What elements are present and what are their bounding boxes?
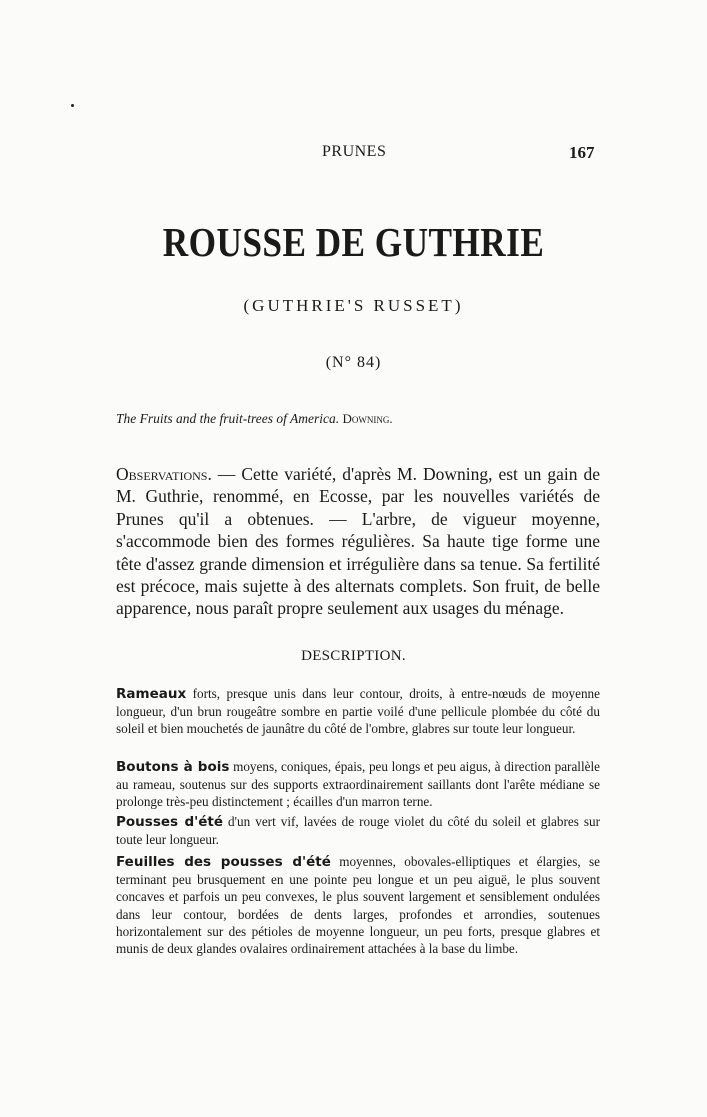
page-title: ROUSSE DE GUTHRIE [162,219,545,265]
description-term: Boutons à bois [116,759,230,775]
description-item-pousses [116,813,600,848]
variety-number: (N° 84) [325,354,382,371]
description-text: moyennes, obovales-elliptiques et élargies, se terminant peu brusquement en une pointe peu longue et un peu aiguë, le plus souvent concaves et parfois un peu convexes, le plus souvent largement et sensiblement ondulées dans leur contour, bordées de dents larges, profondes et arrondies, soutenues horizontalement sur des pétioles de moyenne longueur, un peu forts, presque glabres et munis de deux glandes ovalaires ordinairement attachées à la base du limbe. [116,854,600,957]
running-title: PRUNES [322,143,387,160]
description-term: Rameaux [116,686,187,702]
observations-paragraph [116,463,600,620]
description-text: d'un vert vif, lavées de rouge violet du côté du soleil et glabres sur toute leur longueur. [116,814,600,848]
observations-label: Observations. [116,464,212,484]
running-head [0,143,707,167]
description-text: moyens, coniques, épais, peu longs et peu aigus, à direction parallèle au rameau, soutenus sur des supports extraordinairement saillants dont l'arête médiane se prolonge très-peu distinctement ; écailles d'un marron terne. [116,759,601,810]
ink-speck [71,104,74,107]
observations-text: — Cette variété, d'après M. Downing, est un gain de M. Guthrie, renommé, en Ecosse, par les nouvelles variétés de Prunes qu'il a obtenues. — L'arbre, de vigueur moyenne, s'accommode bien des formes régulières. Sa haute tige forme une tête d'assez grande dimension et irrégulière dans sa tenue. Sa fertilité est précoce, mais sujette à des alternats complets. Son fruit, de belle apparence, nous paraît propre seulement aux usages du ménage. [116,464,600,619]
page-number: 167 [569,143,595,162]
description-term: Feuilles des pousses d'été [116,854,331,870]
description-item-rameaux [116,685,600,738]
description-item-feuilles [116,853,600,957]
reference-author: Downing. [342,411,393,426]
description-heading: DESCRIPTION. [301,648,406,664]
description-term: Pousses d'été [116,814,224,830]
subtitle: (GUTHRIE'S RUSSET) [243,296,464,315]
bibliographic-reference [116,411,636,427]
description-text: forts, presque unis dans leur contour, droits, à entre-nœuds de moyenne longueur, d'un brun rougeâtre sombre en partie voilé d'une pellicule plombée du côté du soleil et bien mouchetés de jaunâtre du côté de l'ombre, glabres sur toute leur longueur. [116,686,600,737]
description-item-boutons [116,758,600,811]
reference-title: The Fruits and the fruit-trees of America. [116,411,340,426]
